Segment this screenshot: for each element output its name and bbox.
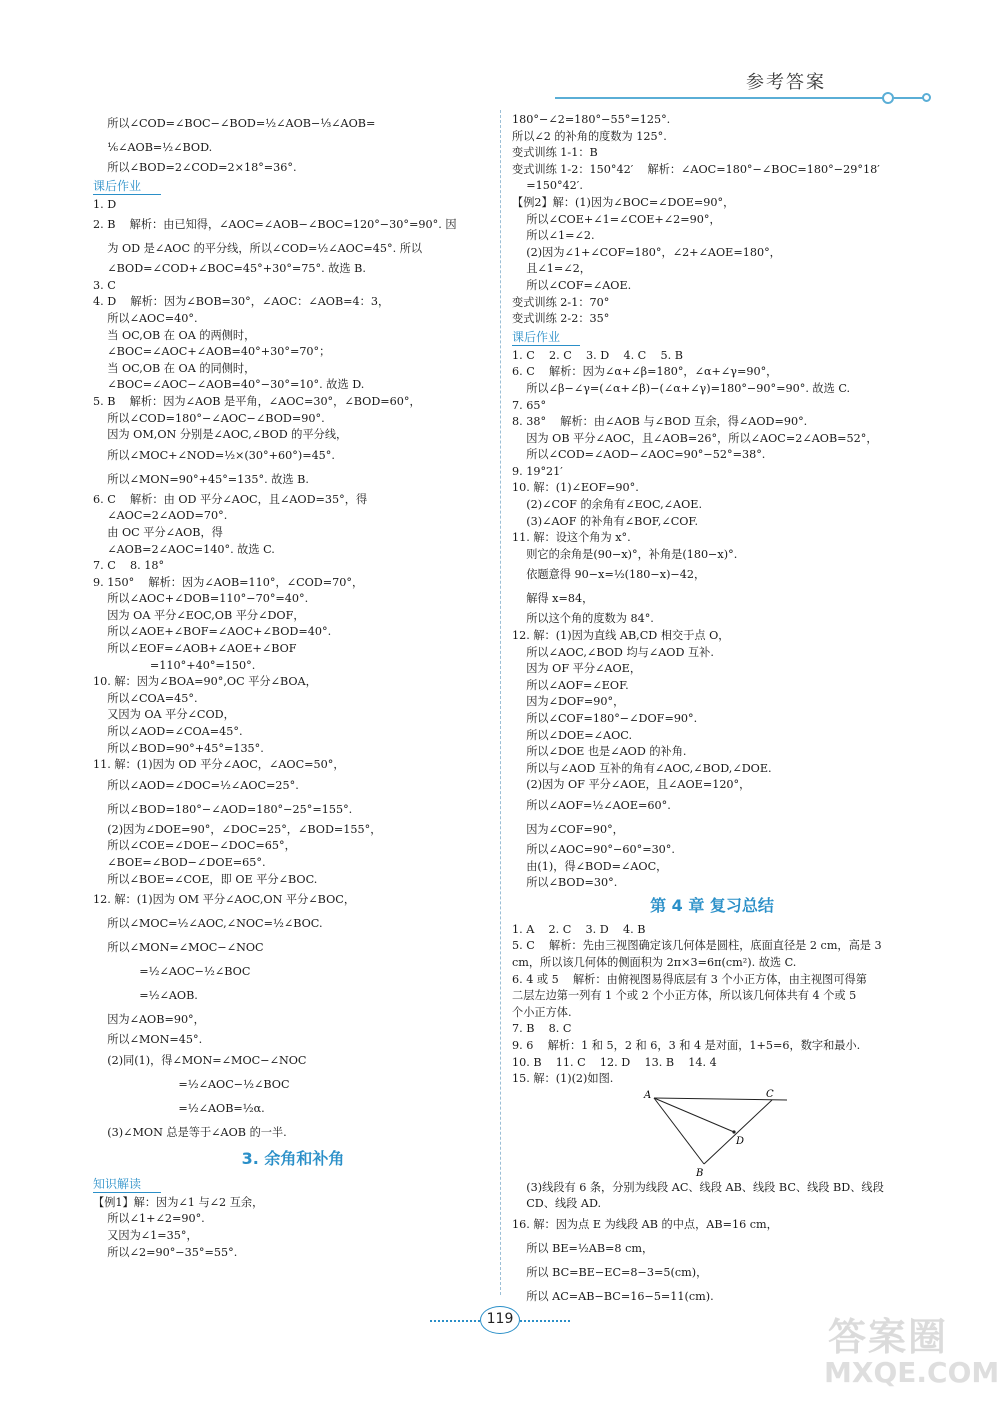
text-line: 又因为 OA 平分∠COD， — [93, 708, 235, 722]
text-line: 所以∠AOD=∠COA=45°. — [93, 725, 243, 739]
text-line: 当 OC,OB 在 OA 的同侧时， — [93, 361, 256, 375]
column-divider — [500, 110, 501, 1295]
text-line: 因为∠AOB=90°， — [93, 1013, 205, 1027]
text-line: 所以∠MON=90°+45°=135°. 故选 B. — [93, 472, 309, 486]
text-line: 所以∠AOC=40°. — [93, 311, 198, 325]
text-line: 2. B 解析：由已知得，∠AOC=∠AOB−∠BOC=120°−30°=90°. 因 — [93, 218, 457, 232]
text-line: 变式训练 1-1：B — [512, 146, 598, 160]
text-line: (2)因为∠DOE=90°，∠DOC=25°，∠BOD=155°， — [93, 822, 382, 836]
text-line: 所以∠BOD=180°−∠AOD=180°−25°=155°. — [93, 802, 353, 816]
text-line: 为 OD 是∠AOC 的平分线，所以∠COD=½∠AOC=45°. 所以 — [93, 242, 423, 256]
text-line: 所以∠1+∠2=90°. — [93, 1212, 205, 1226]
header-rule-tail — [894, 97, 924, 99]
text-line: 1. A 2. C 3. D 4. B — [512, 922, 646, 936]
text-line: 因为∠COF=90°， — [512, 822, 624, 836]
text-line: ∠AOC=2∠AOD=70°. — [93, 509, 228, 523]
geometry-figure — [642, 1088, 912, 1180]
text-line: CD、线段 AD. — [512, 1197, 602, 1211]
text-line: 所以∠1=∠2. — [512, 229, 595, 243]
left-column — [93, 112, 493, 1292]
text-line: ∠BOD=∠COD+∠BOC=45°+30°=75°. 故选 B. — [93, 262, 366, 276]
text-line: =½∠AOC−½∠BOC — [93, 965, 251, 979]
figure-label-a: A — [644, 1089, 652, 1101]
text-line: 所以∠COA=45°. — [93, 691, 198, 705]
text-line: 所以∠DOE=∠AOC. — [512, 728, 632, 742]
figure-label-b: B — [696, 1167, 704, 1179]
text-line: 5. B 解析：因为∠AOB 是平角，∠AOC=30°，∠BOD=60°， — [93, 394, 421, 408]
section-heading: 课后作业 — [512, 329, 580, 346]
text-line: 所以∠COE+∠1=∠COE+∠2=90°， — [512, 212, 721, 226]
figure-label-c: C — [766, 1088, 774, 1100]
line-segment-figure — [642, 1088, 792, 1178]
text-line: 所以∠AOF=∠EOF. — [512, 678, 629, 692]
text-line: 所以∠DOE 也是∠AOD 的补角. — [512, 745, 687, 759]
text-line: 所以∠AOF=½∠AOE=60°. — [512, 798, 671, 812]
text-line: 当 OC,OB 在 OA 的两侧时， — [93, 328, 256, 342]
text-line: 10. B 11. C 12. D 13. B 14. 4 — [512, 1055, 717, 1069]
text-line: 所以这个角的度数为 84°. — [512, 612, 654, 626]
section-heading: 知识解读 — [93, 1176, 161, 1193]
text-line: 7. C 8. 18° — [93, 559, 165, 573]
page-number-dots-right — [520, 1320, 570, 1322]
text-line: 5. C 解析：先由三视图确定该几何体是圆柱，底面直径是 2 cm，高是 3 — [512, 939, 882, 953]
text-line: 变式训练 2-1：70° — [512, 295, 610, 309]
text-line: 1. D — [93, 197, 117, 211]
watermark-text-top: 答案圈 — [828, 1315, 949, 1359]
text-line: (2)因为 OF 平分∠AOE，且∠AOE=120°， — [512, 778, 751, 792]
text-line: 10. 解：(1)∠EOF=90°. — [512, 481, 639, 495]
text-line: (2)同(1)，得∠MON=∠MOC−∠NOC — [93, 1053, 307, 1067]
text-line: =½∠AOB=½α. — [93, 1101, 265, 1115]
text-line: 因为 OB 平分∠AOC，且∠AOB=26°，所以∠AOC=2∠AOB=52°， — [512, 431, 878, 445]
text-line: =½∠AOB. — [93, 989, 198, 1003]
text-line: 因为 OA 平分∠EOC,OB 平分∠DOF， — [93, 608, 305, 622]
text-line: cm，所以该几何体的侧面积为 2π×3=6π(cm²). 故选 C. — [512, 955, 797, 969]
text-line: 所以∠BOD=90°+45°=135°. — [93, 741, 264, 755]
text-line: 因为 OM,ON 分别是∠AOC,∠BOD 的平分线， — [93, 428, 348, 442]
text-line: =½∠AOC−½∠BOC — [93, 1077, 290, 1091]
text-line: ⅙∠AOB=½∠BOD. — [93, 141, 213, 154]
text-line: 则它的余角是(90−x)°，补角是(180−x)°. — [512, 547, 738, 561]
text-line: 【例1】解：因为∠1 与∠2 互余， — [93, 1195, 264, 1209]
text-line: 所以∠COF=180°−∠DOF=90°. — [512, 712, 698, 725]
text-line: 所以与∠AOD 互补的角有∠AOC,∠BOD,∠DOE. — [512, 761, 772, 775]
header-rule — [555, 97, 885, 99]
text-line: 变式训练 1-2：150°42′ 解析：∠AOC=180°−∠BOC=180°−29°18′ — [512, 162, 880, 176]
text-line: =150°42′. — [512, 179, 583, 193]
text-line: 所以∠BOE=∠COE，即 OE 平分∠BOC. — [93, 872, 318, 886]
section-heading: 课后作业 — [93, 178, 161, 195]
watermark-logo — [820, 1306, 1000, 1396]
header-small-ring-icon — [922, 93, 931, 102]
text-line: (3)∠AOF 的补角有∠BOF,∠COF. — [512, 514, 698, 528]
text-line: 9. 6 解析：1 和 5，2 和 6，3 和 4 是对面，1+5=6，数字和最小. — [512, 1038, 861, 1052]
text-line: 个小正方体. — [512, 1005, 572, 1019]
figure-label-d: D — [736, 1135, 745, 1147]
text-line: 所以∠COF=∠AOE. — [512, 278, 632, 292]
text-line: 6. C 解析：由 OD 平分∠AOC，且∠AOD=35°，得 — [93, 492, 368, 506]
text-line: 所以∠EOF=∠AOB+∠AOE+∠BOF — [93, 642, 297, 656]
header-ring-icon — [882, 92, 894, 104]
text-line: 16. 解：因为点 E 为线段 AB 的中点，AB=16 cm， — [512, 1217, 778, 1231]
text-line: (3)线段有 6 条，分别为线段 AC、线段 AB、线段 BC、线段 BD、线段 — [512, 1180, 884, 1194]
text-line: 变式训练 2-2：35° — [512, 312, 610, 326]
text-line: (2)∠COF 的余角有∠EOC,∠AOE. — [512, 498, 703, 512]
text-line: 所以∠β−∠γ=(∠α+∠β)−(∠α+∠γ)=180°−90°=90°. 故选 C. — [512, 381, 851, 395]
text-line: 6. C 解析：因为∠α+∠β=180°，∠α+∠γ=90°， — [512, 365, 778, 379]
text-line: 所以 BE=½AB=8 cm， — [512, 1241, 654, 1255]
text-line: 依题意得 90−x=½(180−x)−42， — [512, 568, 706, 582]
text-line: 所以∠AOC,∠BOD 均与∠AOD 互补. — [512, 645, 714, 659]
text-line: (3)∠MON 总是等于∠AOB 的一半. — [93, 1125, 287, 1139]
text-line: 6. 4 或 5 解析：由俯视图易得底层有 3 个小正方体，由主视图可得第 — [512, 972, 867, 986]
page-number: 119 — [480, 1306, 520, 1334]
text-line: 11. 解：设这个角为 x°. — [512, 531, 631, 545]
text-line: 10. 解：因为∠BOA=90°,OC 平分∠BOA， — [93, 675, 317, 689]
text-line: 所以∠COD=180°−∠AOC−∠BOD=90°. — [93, 411, 325, 425]
text-line: 【例2】解：(1)因为∠BOC=∠DOE=90°， — [512, 195, 735, 209]
text-line: 所以 AC=AB−BC=16−5=11(cm). — [512, 1289, 714, 1303]
text-line: 所以 BC=BE−EC=8−3=5(cm)， — [512, 1265, 708, 1279]
text-line: (2)因为∠1+∠COF=180°，∠2+∠AOE=180°， — [512, 245, 781, 259]
text-line: 7. B 8. C — [512, 1022, 572, 1036]
text-line: 11. 解：(1)因为 OD 平分∠AOC，∠AOC=50°， — [93, 758, 345, 772]
text-line: 7. 65° — [512, 398, 547, 412]
text-line: ∠BOE=∠BOD−∠DOE=65°. — [93, 856, 266, 869]
chapter-heading: 3. 余角和补角 — [241, 1148, 345, 1168]
text-line: 所以∠COD=∠BOC−∠BOD=½∠AOB−⅓∠AOB= — [93, 117, 376, 130]
text-line: ∠BOC=∠AOC−∠AOB=40°−30°=10°. 故选 D. — [93, 378, 365, 392]
text-line: =110°+40°=150°. — [93, 658, 256, 672]
text-line: 且∠1=∠2， — [512, 262, 591, 276]
text-line: 所以∠AOE+∠BOF=∠AOC+∠BOD=40°. — [93, 625, 332, 639]
watermark-text-bottom: MXQE.COM — [824, 1356, 1000, 1389]
text-line: 所以∠COE=∠DOE−∠DOC=65°， — [93, 839, 296, 853]
text-line: 所以∠2=90°−35°=55°. — [93, 1245, 238, 1259]
text-line: 所以∠AOD=∠DOC=½∠AOC=25°. — [93, 778, 299, 792]
text-line: 所以∠BOD=30°. — [512, 876, 618, 890]
page-number-badge — [430, 1306, 570, 1336]
text-line: ∠BOC=∠AOC+∠AOB=40°+30°=70°； — [93, 345, 331, 359]
text-line: 180°−∠2=180°−55°=125°. — [512, 113, 671, 126]
right-column — [512, 112, 912, 1303]
text-line: 4. D 解析：因为∠BOB=30°，∠AOC：∠AOB=4：3， — [93, 295, 390, 309]
text-line: 由(1)，得∠BOD=∠AOC， — [512, 859, 668, 873]
text-line: 解得 x=84， — [512, 592, 594, 606]
text-line: 15. 解：(1)(2)如图. — [512, 1072, 614, 1086]
text-line: 所以∠AOC+∠DOB=110°−70°=40°. — [93, 592, 309, 606]
text-line: 9. 19°21′ — [512, 464, 563, 478]
text-line: 所以∠COD=∠AOD−∠AOC=90°−52°=38°. — [512, 448, 766, 462]
text-line: 所以∠MOC+∠NOD=½×(30°+60°)=45°. — [93, 448, 335, 462]
text-line: 所以∠AOC=90°−60°=30°. — [512, 842, 675, 856]
text-line: ∠AOB=2∠AOC=140°. 故选 C. — [93, 542, 275, 556]
text-line: 所以∠MON=∠MOC−∠NOC — [93, 941, 264, 955]
page-header — [0, 0, 1000, 110]
chapter-heading: 第 4 章 复习总结 — [650, 895, 774, 915]
text-line: 所以∠BOD=2∠COD=2×18°=36°. — [93, 161, 297, 174]
text-line: 8. 38° 解析：由∠AOB 与∠BOD 互余，得∠AOD=90°. — [512, 415, 808, 429]
text-line: 因为∠DOF=90°， — [512, 695, 625, 709]
text-line: 1. C 2. C 3. D 4. C 5. B — [512, 348, 683, 362]
text-line: 二层左边第一列有 1 个或 2 个小正方体，所以该几何体共有 4 个或 5 — [512, 989, 857, 1003]
text-line: 由 OC 平分∠AOB，得 — [93, 525, 223, 539]
text-line: 12. 解：(1)因为 OM 平分∠AOC,ON 平分∠BOC， — [93, 893, 356, 907]
text-line: 因为 OF 平分∠AOE， — [512, 662, 642, 676]
text-line: 12. 解：(1)因为直线 AB,CD 相交于点 O， — [512, 629, 730, 643]
text-line: 所以∠MOC=½∠AOC,∠NOC=½∠BOC. — [93, 917, 323, 931]
page-number-dots-left — [430, 1320, 480, 1322]
text-line: 所以∠2 的补角的度数为 125°. — [512, 129, 667, 143]
text-line: 3. C — [93, 278, 116, 292]
header-title: 参考答案 — [746, 72, 826, 93]
text-line: 又因为∠1=35°， — [93, 1228, 198, 1242]
text-line: 所以∠MON=45°. — [93, 1033, 203, 1047]
text-line: 9. 150° 解析：因为∠AOB=110°，∠COD=70°， — [93, 575, 364, 589]
